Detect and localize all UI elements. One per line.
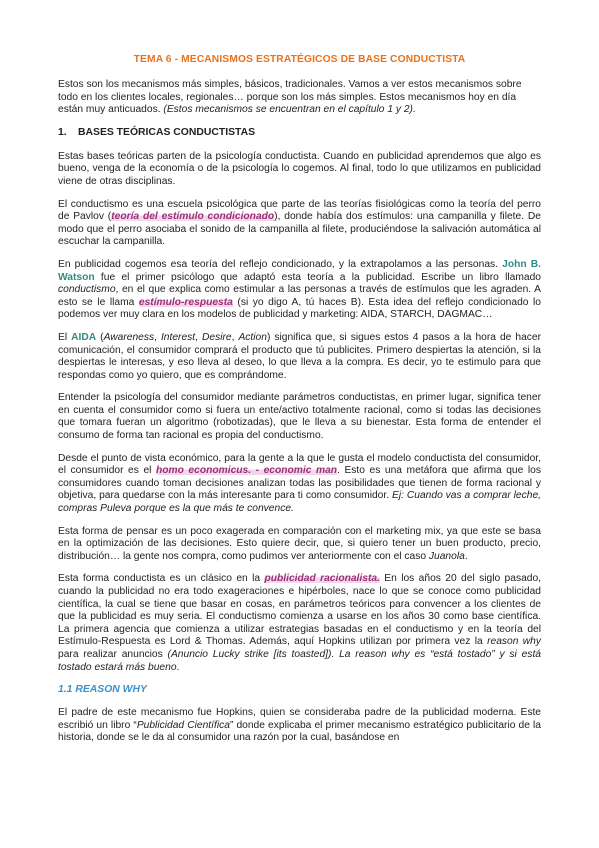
p3-text-d: (si yo digo A, tú haces B). Esta idea del reflejo condicionado lo podemos ver muy clara en los modelos de publicidad y marketing: AIDA, STARCH, DAGMAC… xyxy=(58,296,542,321)
paragraph-9 xyxy=(58,707,541,745)
highlight-estimulo-respuesta: estímulo-respuesta xyxy=(138,296,233,308)
page-title: TEMA 6 - MECANISMOS ESTRATÉGICOS DE BASE CONDUCTISTA xyxy=(133,54,466,65)
paragraph-5: Entender la psicología del consumidor mediante parámetros conductistas, en primer lugar, significa tener en cuenta el consumidor como si fuera un ente/activo totalmente racional, como si todas las decisiones que tomara fueran un algoritmo (robotizadas), que le lleva a su bienestar. Esta forma de entender el consumo de forma tan racional es propia del conductismo. xyxy=(58,392,541,442)
paragraph-4 xyxy=(58,332,541,382)
p2-text-a: El conductismo es una escuela psicológica que parte de las teorías fisiológicas como la teoría del perro de Pavlov ( xyxy=(58,198,541,223)
p7-text-b: . xyxy=(464,550,468,562)
p8-text-c: para realizar anuncios xyxy=(58,648,168,660)
term-action: Action xyxy=(238,331,267,343)
highlight-homo-economicus: homo economicus. - economic man xyxy=(155,465,338,477)
p3-text-a: En publicidad cogemos esa teoría del reflejo condicionado, y la extrapolamos a las personas. xyxy=(58,258,503,270)
p4-text-d: ) significa que, si sigues estos 4 pasos a la hora de hacer comunicación, el consumidor comprará el producto que tú publicites. Primero despiertas la atención, si la despiertas le interesas, y eso lleva al deseo, lo que lleva a la compra. Es decir, yo te estimulo para que respondas como yo quiero, que es comprándome. xyxy=(58,331,542,381)
intro-paragraph xyxy=(58,79,541,117)
term-reason-why: reason why xyxy=(487,636,542,648)
intro-note: (Estos mecanismos se encuentran en el capítulo 1 y 2). xyxy=(163,104,416,116)
paragraph-6 xyxy=(58,453,541,516)
p4-sep-1: , xyxy=(154,331,161,343)
highlight-estimulo-condicionado: teoría del estímulo condicionado xyxy=(111,211,275,223)
p8-text-d: . xyxy=(176,661,180,673)
p3-text-c: , en el que explica como estimular a las personas a través de estímulos que les agraden. A esto se le llama xyxy=(58,284,541,308)
section-1-1-heading: 1.1 REASON WHY xyxy=(58,684,147,696)
p4-text-b: ( xyxy=(96,331,104,343)
book-conductismo: conductismo xyxy=(58,284,116,296)
p4-sep-3: , xyxy=(231,331,239,343)
paragraph-1: Estas bases teóricas parten de la psicología conductista. Cuando en publicidad aprendemos que algo es bueno, venga de la economía o de la psicología lo cogemos. Al final, todo lo que utilizamos en publicidad viene de otras disciplinas. xyxy=(58,150,541,187)
p8-text-b: En los años 20 del siglo pasado, cuando la publicidad no era todo exageraciones e hipérboles, nace lo que se conoce como publicidad científica, la cual se tiene que basar en cosas, en parámetros teóricos para convencer a los clientes de que la publicidad es muy seria. El conductismo comienza a usarse en los años 30 como base científica. La primera agencia que comienza a utilizar estrategias basadas en el conductismo y en la teoría del Estímulo-Respuesta es Lord & Thomas. Además, aquí Hopkins utilizan por primera vez la xyxy=(58,573,542,648)
p6-text-a: Desde el punto de vista económico, para la gente a la que le gusta el modelo conductista del consumidor, el consumidor es el xyxy=(58,452,541,477)
p6-example: Ej: Cuando vas a comprar leche, compras Puleva porque es la que más te convence. xyxy=(58,490,542,515)
paragraph-3 xyxy=(58,259,541,322)
p8-lucky-strike-note: (Anuncio Lucky strike [its toasted]). La reason why es “está tostado” y si está tostado estará más bueno xyxy=(58,648,541,673)
p2-text-b: ), donde había dos estímulos: una campanilla y filete. De modo que el perro asociaba el sonido de la campanilla al filete, produciéndose la salivación automática al escuchar la campanilla. xyxy=(58,211,541,248)
term-desire: Desire xyxy=(201,331,232,343)
p4-sep-2: , xyxy=(195,331,202,343)
term-interest: Interest xyxy=(160,331,196,343)
paragraph-7 xyxy=(58,526,541,564)
term-awareness: Awareness xyxy=(103,331,155,343)
section-1-number: 1. xyxy=(58,126,67,138)
section-1-title: BASES TEÓRICAS CONDUCTISTAS xyxy=(78,126,256,138)
p4-text-a: El xyxy=(58,331,72,343)
book-publicidad-cientifica: Publicidad Científica xyxy=(136,719,230,731)
paragraph-8 xyxy=(58,573,541,674)
p6-text-b: . Esto es una metáfora que afirma que los consumidores cuando toman decisiones analizan todas las posibilidades que tienen de forma racional y objetiva, para quedarse con la más interesante para ti como consumidor. xyxy=(58,465,541,502)
p9-text-a: El padre de este mecanismo fue Hopkins, quien se consideraba padre de la publicidad moderna. Este escribió un libro “ xyxy=(58,707,541,731)
p7-text-a: Esta forma de pensar es un poco exagerada en comparación con el marketing mix, ya que este se basa en la optimización de las decisiones. Esto quiere decir, que, si quiero tener un buen producto, precio, distribución… la gente nos compra, como pudimos ver anteriormente con el caso xyxy=(58,525,541,562)
intro-text: Estos son los mecanismos más simples, básicos, tradicionales. Vamos a ver estos mecanismos sobre todo en los clientes locales, regionales… porque son los más simples. Estos mecanismos hoy en día están muy anticuados. xyxy=(58,79,522,116)
case-juanola: Juanola xyxy=(428,550,465,562)
p3-text-b: fue el primer psicólogo que adaptó esta teoría a la publicidad. Escribe un libro llamado xyxy=(94,271,541,283)
name-watson: John B. Watson xyxy=(58,258,541,283)
p9-text-b: ” donde explicaba el primer mecanismo estratégico publicitario de la historia, donde se le da al consumidor una razón por la cual, basándose en xyxy=(58,719,542,744)
p8-text-a: Esta forma conductista es un clásico en la xyxy=(58,573,265,585)
paragraph-2 xyxy=(58,199,541,249)
section-1-heading xyxy=(58,127,541,138)
highlight-publicidad-racionalista: publicidad racionalista. xyxy=(264,573,380,585)
term-aida: AIDA xyxy=(71,331,97,343)
